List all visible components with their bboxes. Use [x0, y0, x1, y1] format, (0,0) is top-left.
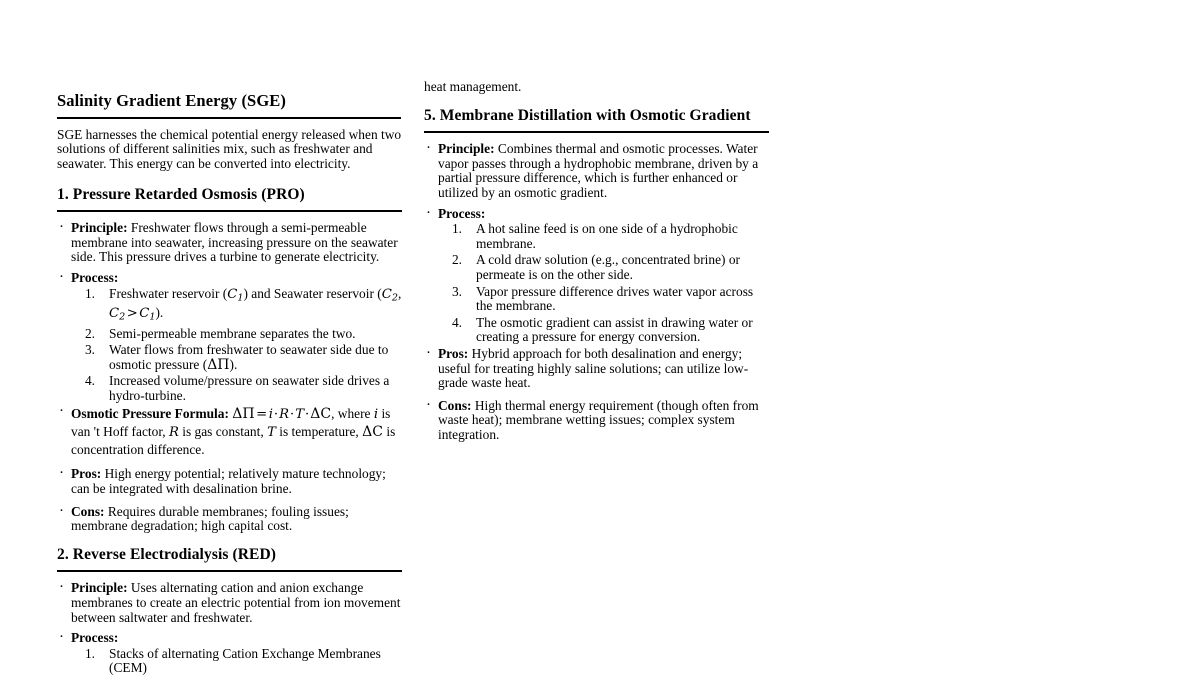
principle-label: Principle: — [438, 141, 495, 157]
list-item — [57, 405, 402, 458]
list-number: 3. — [84, 342, 95, 358]
list-item — [57, 631, 402, 676]
math-var-R: R — [279, 407, 290, 423]
cons-label: Cons: — [71, 503, 105, 519]
formula-text-2: is van 't Hoff factor, — [71, 406, 391, 440]
math-sub-2: 2 — [391, 291, 398, 303]
formula-text-3: is gas constant, — [182, 424, 264, 440]
list-number: 2. — [451, 252, 462, 268]
math-var-T-inline: T — [267, 425, 276, 441]
step-text: A cold draw solution (e.g., concentrated brine) or permeate is on the other side. — [476, 252, 741, 282]
math-var-T: T — [295, 407, 305, 423]
math-var-R-inline: R — [168, 425, 179, 441]
list-number: 1. — [451, 221, 462, 237]
principle-text: Uses alternating cation and anion exchange membranes to create an electric potential from ion movement between saltwater and freshwater. — [71, 580, 401, 625]
list-item — [438, 285, 769, 314]
list-item — [57, 467, 402, 496]
step-text-after: ). — [229, 356, 238, 372]
process-label: Process: — [71, 630, 119, 646]
formula-text-4: is temperature, — [279, 424, 359, 440]
list-item — [438, 222, 769, 251]
list-item — [57, 221, 402, 265]
step-text: A hot saline feed is on one side of a hydrophobic membrane. — [476, 221, 738, 251]
list-item — [424, 142, 769, 200]
principle-text: Combines thermal and osmotic processes. Water vapor passes through a hydrophobic membrane, driven by a partial pressure difference, which is further enhanced or utilized by an osmotic gradient. — [438, 141, 759, 200]
md-process-list — [438, 222, 769, 345]
math-equals: = — [256, 407, 268, 423]
pro-bullet-list — [57, 221, 402, 534]
math-delta-pi: ΔΠ — [207, 356, 230, 373]
math-delta-c: ΔC — [310, 406, 332, 423]
principle-label: Principle: — [71, 220, 128, 236]
list-number: 1. — [84, 285, 95, 301]
list-number: 2. — [84, 325, 95, 341]
section-heading-pro: 1. Pressure Retarded Osmosis (PRO) — [57, 185, 305, 203]
list-item — [71, 343, 402, 372]
section-rule-md — [424, 131, 769, 133]
section-rule-pro — [57, 210, 402, 212]
step-text-after: , — [397, 285, 402, 301]
math-ineq-a: C — [109, 305, 120, 321]
cons-text: Requires durable membranes; fouling issues; membrane degradation; high capital cost. — [71, 503, 349, 534]
list-item — [57, 581, 402, 625]
step-text: Vapor pressure difference drives water vapor across the membrane. — [476, 283, 754, 314]
pros-text: Hybrid approach for both desalination and energy; useful for treating highly saline solutions; can utilize low-grade waste heat. — [438, 345, 749, 391]
math-ineq-b: C — [139, 305, 150, 321]
list-number: 4. — [451, 314, 462, 330]
list-item — [71, 374, 402, 403]
pro-process-list — [71, 287, 402, 404]
list-item — [424, 347, 769, 391]
list-item — [424, 207, 769, 345]
step-text: Stacks of alternating Cation Exchange Membranes (CEM) — [109, 645, 381, 676]
math-formula-lhs: ΔΠ — [232, 406, 255, 423]
cons-label: Cons: — [438, 397, 472, 413]
list-item — [57, 271, 402, 404]
step-text-before: Water flows from freshwater to seawater side due to osmotic pressure ( — [109, 342, 389, 372]
left-column — [57, 91, 402, 678]
pros-label: Pros: — [71, 466, 102, 482]
section-heading-md: 5. Membrane Distillation with Osmotic Gradient — [424, 106, 751, 124]
math-sub-1: 1 — [237, 291, 244, 303]
math-var-i-inline: i — [373, 407, 379, 423]
math-dot: · — [273, 407, 279, 423]
red-process-list — [71, 647, 402, 676]
formula-label: Osmotic Pressure Formula: — [71, 406, 229, 422]
step-text: The osmotic gradient can assist in drawing water or creating a pressure for energy conversion. — [476, 314, 753, 345]
red-bullet-list — [57, 581, 402, 676]
list-item — [71, 327, 402, 342]
process-label: Process: — [438, 205, 486, 221]
math-ineq-a-sub: 2 — [119, 310, 126, 322]
right-column — [424, 80, 769, 450]
formula-text-1: , where — [331, 406, 371, 422]
section-heading-red: 2. Reverse Electrodialysis (RED) — [57, 545, 277, 563]
math-var-c2: C — [381, 286, 392, 302]
list-item — [438, 316, 769, 345]
section-rule-red — [57, 570, 402, 572]
intro-paragraph: SGE harnesses the chemical potential energy released when two solutions of different salinities mix, such as freshwater and seawater. This energy can be converted into electricity. — [57, 126, 402, 171]
step-text-mid: ) and Seawater reservoir ( — [243, 285, 382, 301]
math-dot: · — [305, 407, 310, 423]
math-var-i: i — [268, 407, 273, 423]
list-item — [57, 505, 402, 534]
list-item — [424, 399, 769, 443]
list-item — [71, 287, 402, 325]
math-ineq-b-sub: 1 — [149, 310, 156, 322]
math-var-c1: C — [227, 286, 238, 302]
math-dot: · — [290, 407, 295, 423]
principle-label: Principle: — [71, 580, 128, 596]
md-bullet-list — [424, 142, 769, 442]
list-item — [438, 253, 769, 282]
page-title: Salinity Gradient Energy (SGE) — [57, 91, 286, 110]
math-ineq-op: > — [126, 305, 138, 321]
step-line2-suffix: ). — [155, 304, 164, 320]
cons-text: High thermal energy requirement (though often from waste heat); membrane wetting issues; complex system integration. — [438, 397, 759, 442]
list-number: 1. — [84, 645, 95, 661]
formula-text-5: is concentration difference. — [71, 424, 396, 458]
list-number: 3. — [451, 283, 462, 299]
step-text: Increased volume/pressure on seawater side drives a hydro-turbine. — [109, 373, 390, 403]
step-text-before: Freshwater reservoir ( — [109, 285, 228, 301]
pros-label: Pros: — [438, 345, 469, 361]
list-number: 4. — [84, 373, 95, 389]
math-delta-c-inline: ΔC — [362, 424, 383, 441]
process-label: Process: — [71, 269, 119, 285]
continuation-text: heat management. — [424, 79, 522, 94]
principle-text: Freshwater flows through a semi-permeable membrane into seawater, increasing pressure on the seawater side. This pressure drives a turbine to generate electricity. — [71, 220, 398, 265]
pros-text: High energy potential; relatively mature technology; can be integrated with desalination brine. — [71, 466, 386, 497]
title-rule — [57, 117, 401, 119]
list-item — [71, 647, 402, 676]
step-text: Semi-permeable membrane separates the two. — [109, 325, 356, 341]
